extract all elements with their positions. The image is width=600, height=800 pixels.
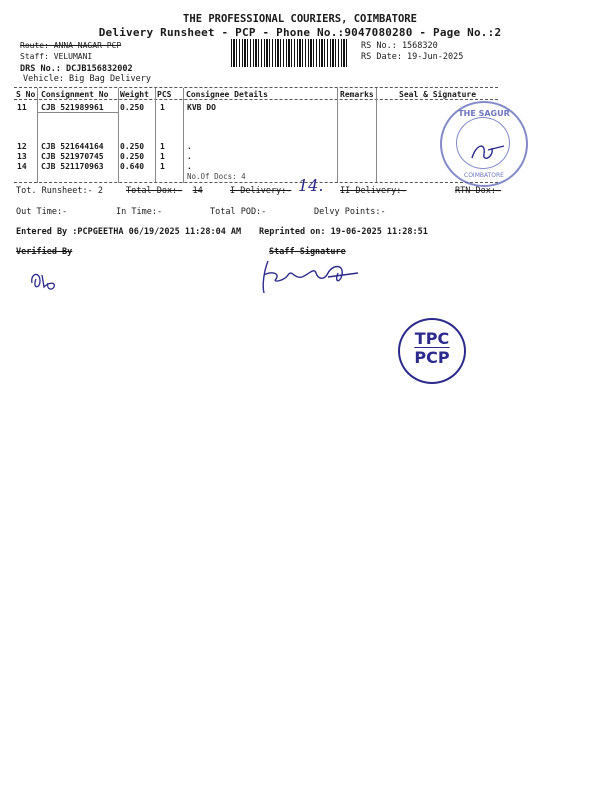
total-dox: Total Dox:- 14 — [126, 186, 203, 196]
i-delivery: I Delivery:- — [230, 186, 292, 196]
row-weight: 0.250 — [120, 103, 145, 112]
staff-signature-label: Staff Signature — [269, 247, 346, 257]
rtn-dox: RTN Dox:- — [455, 186, 502, 196]
entered-by: Entered By :PCPGEETHA 06/19/2025 11:28:04 AM — [16, 227, 242, 237]
route-label: Route: ANNA NAGAR PCP — [20, 41, 122, 50]
row-details: . — [187, 162, 192, 171]
seal-bottom-text: COIMBATORE — [464, 172, 504, 179]
header-remarks: Remarks — [340, 90, 374, 99]
row-pcs: 1 — [160, 142, 165, 151]
tpc-stamp-line1: TPC — [414, 329, 450, 348]
header-seal: Seal & Signature — [399, 90, 477, 99]
rs-number: RS No.: 1568320 — [361, 41, 438, 51]
row-pcs: 1 — [160, 103, 165, 112]
row-pcs: 1 — [160, 152, 165, 161]
row-weight: 0.640 — [120, 162, 145, 171]
rs-date: RS Date: 19-Jun-2025 — [361, 52, 464, 62]
staff-label: Staff: VELUMANI — [20, 52, 93, 61]
seal-top-text: THE SAGUR — [458, 109, 510, 118]
col-divider — [337, 88, 338, 183]
in-time: In Time:- — [116, 207, 163, 217]
table-bottom-line — [14, 182, 498, 183]
delvy-points: Delvy Points:- — [314, 207, 386, 217]
drs-number: DRS No.: DCJB156832002 — [20, 64, 133, 74]
header-consignee: Consignee Details — [186, 90, 268, 99]
row-sno: 13 — [17, 152, 27, 161]
col-divider — [183, 88, 184, 183]
header-consignment: Consignment No — [41, 90, 109, 99]
col-divider — [376, 88, 377, 183]
no-of-docs: No.Of Docs: 4 — [187, 172, 246, 181]
row-details: . — [187, 142, 192, 151]
row-sno: 14 — [17, 162, 27, 171]
staff-signature — [258, 255, 368, 297]
header-weight: Weight — [120, 90, 149, 99]
out-time: Out Time:- — [16, 207, 68, 217]
ii-delivery: II Delivery:- — [340, 186, 407, 196]
row-details: KVB DO — [187, 103, 216, 112]
row-consignment: CJB 521170963 — [41, 162, 104, 171]
total-pod: Total POD:- — [210, 207, 267, 217]
tpc-stamp — [398, 318, 466, 384]
page-title: Delivery Runsheet - PCP - Phone No.:9047080280 - Page No.:2 — [98, 26, 502, 39]
row-weight: 0.250 — [120, 142, 145, 151]
row-consignment: CJB 521989961 — [41, 103, 104, 112]
underline — [37, 112, 119, 113]
header-sno: S No — [16, 90, 36, 99]
verified-signature — [26, 265, 66, 295]
row-consignment: CJB 521970745 — [41, 152, 104, 161]
col-divider — [37, 88, 38, 183]
verified-by-label: Verified By — [16, 247, 73, 257]
tpc-stamp-line2: $\overline{PCP}$ — [414, 348, 450, 367]
table-header-line — [14, 99, 498, 100]
reprinted-on: Reprinted on: 19-06-2025 11:28:51 — [259, 227, 428, 237]
row-details: . — [187, 152, 192, 161]
row-consignment: CJB 521644164 — [41, 142, 104, 151]
header-pcs: PCS — [157, 90, 172, 99]
tot-runsheet: Tot. Runsheet:- 2 — [16, 186, 103, 196]
company-name: THE PROFESSIONAL COURIERS, COIMBATORE — [183, 13, 417, 25]
row-pcs: 1 — [160, 162, 165, 171]
col-divider — [118, 88, 119, 183]
row-sno: 12 — [17, 142, 27, 151]
row-sno: 11 — [17, 103, 27, 112]
seal-signature — [468, 136, 508, 166]
table-top-line — [14, 87, 498, 88]
vehicle-label: Vehicle: Big Bag Delivery — [23, 74, 151, 84]
col-divider — [155, 88, 156, 183]
barcode-image — [231, 39, 349, 67]
row-weight: 0.250 — [120, 152, 145, 161]
i-delivery-handwritten: 14. — [298, 176, 324, 195]
